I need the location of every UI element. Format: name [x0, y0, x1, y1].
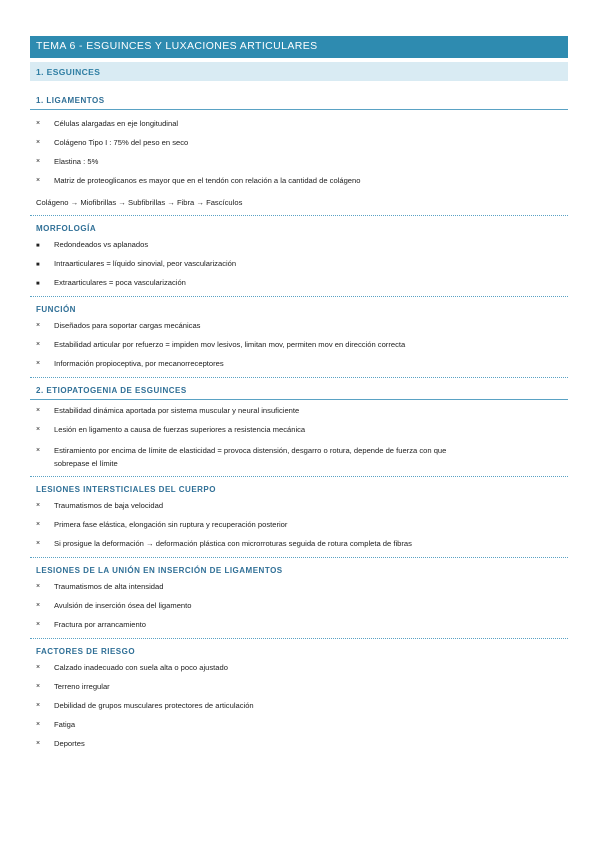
list-item: ■ Redondeados vs aplanados: [36, 240, 149, 249]
list-item: × Avulsión de inserción ósea del ligamento: [36, 601, 192, 610]
list-item: × Terreno irregular: [36, 682, 110, 691]
etiopatogenia-list: [30, 406, 568, 470]
section-heading: LESIONES INTERSTICIALES DEL CUERPO: [36, 485, 216, 494]
section-lesiones-intersticiales: [30, 476, 568, 549]
section-heading: FACTORES DE RIESGO: [36, 647, 136, 656]
list-item: × Calzado inadecuado con suela alta o poco ajustado: [36, 663, 228, 672]
cross-bullet-icon: ×: [36, 521, 41, 528]
union-list: [30, 582, 568, 630]
square-bullet-icon: ■: [36, 243, 40, 249]
cross-bullet-icon: ×: [36, 158, 41, 165]
document-title: TEMA 6 - ESGUINCES Y LUXACIONES ARTICULARES: [30, 36, 568, 58]
intersticiales-list: [30, 501, 568, 549]
cross-bullet-icon: ×: [36, 740, 41, 747]
divider: [30, 638, 568, 639]
section-funcion: [30, 296, 568, 369]
section-heading: MORFOLOGÍA: [36, 224, 97, 233]
list-item: ■ Intraarticulares = líquido sinovial, peor vascularización: [36, 259, 237, 268]
list-item: × Estiramiento por encima de límite de elasticidad = provoca distensión, desgarro o rotura, depende de fuerza con que sobrepase el límite: [36, 446, 447, 468]
section-morfologia: [30, 215, 568, 288]
collagen-hierarchy-text: Colágeno → Miofibrillas → Subfibrillas → Fibra → Fascículos: [36, 198, 243, 207]
section-heading: 1. LIGAMENTOS: [30, 96, 568, 110]
cross-bullet-icon: ×: [36, 447, 41, 454]
list-item: × Estabilidad dinámica aportada por sistema muscular y neural insuficiente: [36, 406, 300, 415]
cross-bullet-icon: ×: [36, 139, 41, 146]
cross-bullet-icon: ×: [36, 702, 41, 709]
cross-bullet-icon: ×: [36, 120, 41, 127]
section-etiopatogenia: [30, 377, 568, 470]
divider: [30, 557, 568, 558]
list-item: × Deportes: [36, 739, 85, 748]
divider: [30, 476, 568, 477]
cross-bullet-icon: ×: [36, 177, 41, 184]
section-ligamentos: [30, 96, 568, 207]
list-item: × Colágeno Tipo I : 75% del peso en seco: [36, 138, 189, 147]
list-item: × Elastina : 5%: [36, 157, 99, 166]
section-heading: LESIONES DE LA UNIÓN EN INSERCIÓN DE LIGAMENTOS: [36, 566, 283, 575]
list-item: ■ Extraarticulares = poca vascularización: [36, 278, 186, 287]
list-item: × Fractura por arrancamiento: [36, 620, 147, 629]
list-item: × Fatiga: [36, 720, 76, 729]
section-heading: FUNCIÓN: [36, 305, 76, 314]
list-item: × Traumatismos de baja velocidad: [36, 501, 164, 510]
list-item: × Lesión en ligamento a causa de fuerzas superiores a resistencia mecánica: [36, 425, 306, 434]
section-lesiones-union: [30, 557, 568, 630]
funcion-list: [30, 321, 568, 369]
list-item: × Traumatismos de alta intensidad: [36, 582, 164, 591]
list-item: × Diseñados para soportar cargas mecánicas: [36, 321, 201, 330]
cross-bullet-icon: ×: [36, 602, 41, 609]
divider: [30, 296, 568, 297]
list-item: × Primera fase elástica, elongación sin ruptura y recuperación posterior: [36, 520, 288, 529]
section-heading: 2. ETIOPATOGENIA DE ESGUINCES: [30, 386, 568, 400]
list-item: × Células alargadas en eje longitudinal: [36, 119, 179, 128]
cross-bullet-icon: ×: [36, 426, 41, 433]
cross-bullet-icon: ×: [36, 502, 41, 509]
document-page: [30, 36, 568, 749]
list-item: × Matriz de proteoglicanos es mayor que en el tendón con relación a la cantidad de colágeno: [36, 176, 361, 185]
section-banner-esguinces: 1. ESGUINCES: [30, 62, 568, 81]
morfologia-list: [30, 240, 568, 288]
cross-bullet-icon: ×: [36, 664, 41, 671]
cross-bullet-icon: ×: [36, 540, 41, 547]
square-bullet-icon: ■: [36, 262, 40, 268]
section-factores-riesgo: [30, 638, 568, 749]
list-item: × Estabilidad articular por refuerzo = impiden mov lesivos, limitan mov, permiten mov en dirección correcta: [36, 340, 406, 349]
cross-bullet-icon: ×: [36, 407, 41, 414]
cross-bullet-icon: ×: [36, 360, 41, 367]
cross-bullet-icon: ×: [36, 583, 41, 590]
list-item: × Si prosigue la deformación → deformación plástica con microrroturas seguida de rotura completa de fibras: [36, 539, 412, 548]
cross-bullet-icon: ×: [36, 621, 41, 628]
list-item: × Debilidad de grupos musculares protectores de articulación: [36, 701, 254, 710]
divider: [30, 377, 568, 378]
ligamentos-list: [30, 119, 568, 186]
square-bullet-icon: ■: [36, 281, 40, 287]
riesgo-list: [30, 663, 568, 749]
divider: [30, 215, 568, 216]
cross-bullet-icon: ×: [36, 683, 41, 690]
cross-bullet-icon: ×: [36, 721, 41, 728]
cross-bullet-icon: ×: [36, 322, 41, 329]
list-item: × Información propioceptiva, por mecanorreceptores: [36, 359, 224, 368]
cross-bullet-icon: ×: [36, 341, 41, 348]
